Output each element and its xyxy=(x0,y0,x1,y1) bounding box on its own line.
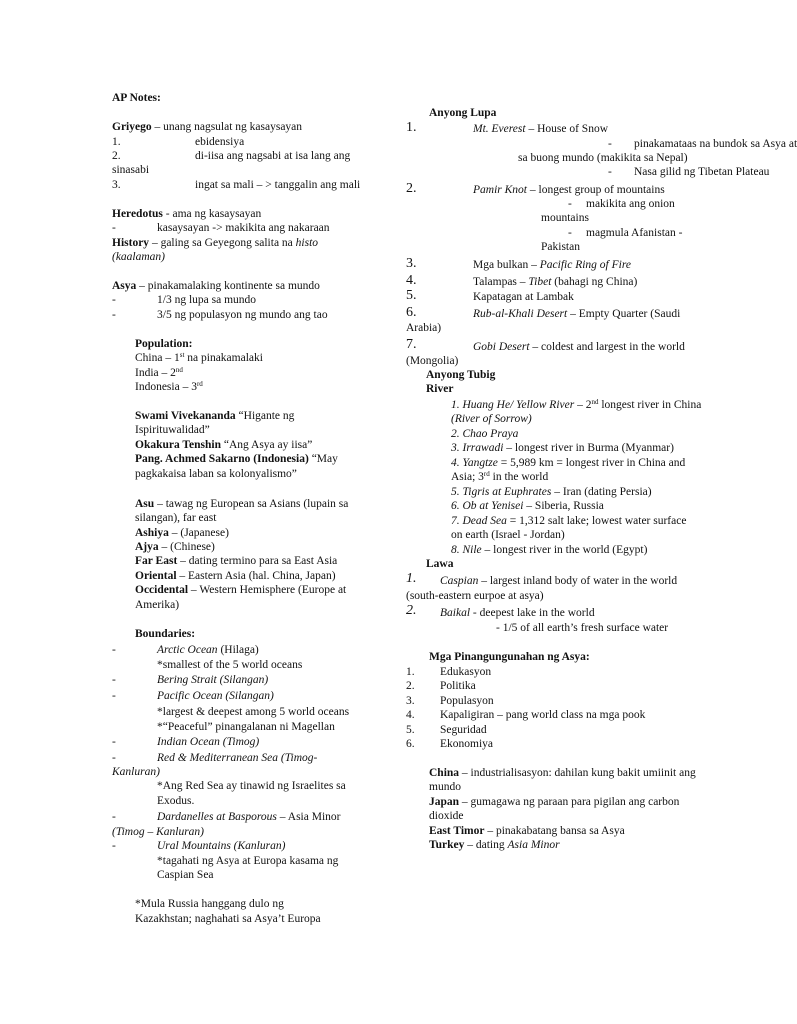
griyego-line: Griyego – unang nagsulat ng kasaysayan xyxy=(112,121,303,133)
river-cont: (River of Sorrow) xyxy=(451,413,532,425)
list-item-text: ebidensiya xyxy=(195,136,245,148)
history-cont: (kaalaman) xyxy=(112,251,166,263)
list-number: 1. xyxy=(406,571,417,586)
boundary-note: *tagahati ng Asya at Europa kasama ng xyxy=(157,855,339,867)
term-line: Ajya – (Chinese) xyxy=(135,541,215,553)
population-heading: Population: xyxy=(135,338,193,350)
bullet-text: 3/5 ng populasyon ng mundo ang tao xyxy=(157,309,328,321)
country-line: Turkey – dating Asia Minor xyxy=(429,839,560,851)
list-item-text: Kapaligiran – pang world class na mga pook xyxy=(440,709,646,721)
river-item: 6. Ob at Yenisei – Siberia, Russia xyxy=(451,500,604,512)
boundary-item: Indian Ocean (Timog) xyxy=(157,736,260,748)
lake-cont: (south-eastern eurpoe at asya) xyxy=(406,590,544,602)
anyong-lupa-heading: Anyong Lupa xyxy=(429,107,497,119)
person-cont: pagkakaisa laban sa kolonyalismo” xyxy=(135,468,297,480)
list-number: 3. xyxy=(406,695,415,707)
bullet-text: kasaysayan -> makikita ang nakaraan xyxy=(157,222,330,234)
lake-item: Baikal - deepest lake in the world xyxy=(440,607,595,619)
river-item: 2. Chao Praya xyxy=(451,428,519,440)
river-item: 3. Irrawadi – longest river in Burma (Myanmar) xyxy=(451,442,674,454)
page-title: AP Notes: xyxy=(112,92,161,104)
boundary-item: Red & Mediterranean Sea (Timog- xyxy=(157,752,318,764)
boundary-note: *Ang Red Sea ay tinawid ng Israelites sa xyxy=(157,780,346,792)
boundaries-heading: Boundaries: xyxy=(135,628,196,640)
landform-item: Mga bulkan – Pacific Ring of Fire xyxy=(473,259,631,271)
sub-dash: - xyxy=(608,138,612,150)
bullet-text: 1/3 ng lupa sa mundo xyxy=(157,294,257,306)
term-line: Far East – dating termino para sa East Asia xyxy=(135,555,338,567)
boundary-note: Exodus. xyxy=(157,795,195,807)
sub-text: Nasa gilid ng Tibetan Plateau xyxy=(634,166,770,178)
population-row: India – 2nd xyxy=(135,366,183,379)
person-cont: Ispirituwalidad” xyxy=(135,424,210,436)
bullet: - xyxy=(112,644,116,656)
list-number: 1. xyxy=(406,666,415,678)
list-item-text: di-iisa ang nagsabi at isa lang ang xyxy=(195,150,351,162)
sub-text: pinakamataas na bundok sa Asya at xyxy=(634,138,797,150)
footnote: Kazakhstan; naghahati sa Asya’t Europa xyxy=(135,913,321,925)
country-line: East Timor – pinakabatang bansa sa Asya xyxy=(429,825,625,837)
bullet: - xyxy=(112,309,116,321)
lake-sub: - 1/5 of all earth’s fresh surface water xyxy=(496,622,669,634)
bullet: - xyxy=(112,736,116,748)
river-item: 5. Tigris at Euphrates – Iran (dating Persia) xyxy=(451,486,652,498)
asya-line: Asya – pinakamalaking kontinente sa mundo xyxy=(112,280,320,292)
landform-item: Gobi Desert – coldest and largest in the world xyxy=(473,341,685,353)
list-item-text: ingat sa mali – > tanggalin ang mali xyxy=(195,179,361,191)
bullet: - xyxy=(112,752,116,764)
boundary-item: Pacific Ocean (Silangan) xyxy=(157,690,274,702)
landform-cont: (Mongolia) xyxy=(406,355,459,367)
landform-item: Mt. Everest – House of Snow xyxy=(473,123,609,135)
list-item-cont: sinasabi xyxy=(112,164,150,176)
sub-text: magmula Afanistan - xyxy=(586,227,683,239)
sub-cont: mountains xyxy=(541,212,589,224)
boundary-cont: Kanluran) xyxy=(112,766,160,778)
landform-item: Kapatagan at Lambak xyxy=(473,291,574,303)
river-item: 8. Nile – longest river in the world (Egypt) xyxy=(451,544,648,556)
list-number: 5. xyxy=(406,288,417,303)
country-cont: mundo xyxy=(429,781,461,793)
sub-dash: - xyxy=(568,227,572,239)
list-number: 6. xyxy=(406,305,417,320)
country-line: Japan – gumagawa ng paraan para pigilan ang carbon xyxy=(429,796,680,808)
sub-cont: sa buong mundo (makikita sa Nepal) xyxy=(518,152,688,164)
bullet: - xyxy=(112,690,116,702)
boundary-item: Bering Strait (Silangan) xyxy=(157,674,269,686)
country-line: China – industrialisasyon: dahilan kung bakit umiinit ang xyxy=(429,767,696,779)
boundary-note: Caspian Sea xyxy=(157,869,214,881)
lawa-heading: Lawa xyxy=(426,558,454,570)
list-item-text: Politika xyxy=(440,680,476,692)
term-line: Asu – tawag ng European sa Asians (lupain sa xyxy=(135,498,349,510)
lake-item: Caspian – largest inland body of water in the world xyxy=(440,575,678,587)
river-item: 4. Yangtze = 5,989 km = longest river in China and xyxy=(451,457,686,469)
landform-item: Pamir Knot – longest group of mountains xyxy=(473,184,665,196)
anyong-tubig-heading: Anyong Tubig xyxy=(426,369,496,381)
list-number: 3. xyxy=(406,256,417,271)
population-row: China – 1st na pinakamalaki xyxy=(135,351,263,364)
landform-cont: Arabia) xyxy=(406,322,442,334)
list-number: 5. xyxy=(406,724,415,736)
river-cont: Asia; 3rd in the world xyxy=(451,470,549,483)
river-cont: on earth (Israel - Jordan) xyxy=(451,529,565,541)
list-item-text: Ekonomiya xyxy=(440,738,494,750)
list-number: 6. xyxy=(406,738,415,750)
list-item-text: Seguridad xyxy=(440,724,487,736)
list-item-text: Populasyon xyxy=(440,695,494,707)
term-cont: Amerika) xyxy=(135,599,180,611)
term-line: Oriental – Eastern Asia (hal. China, Japan) xyxy=(135,570,336,582)
river-heading: River xyxy=(426,383,454,395)
sub-dash: - xyxy=(568,198,572,210)
term-cont: silangan), far east xyxy=(135,512,217,524)
boundary-item: Ural Mountains (Kanluran) xyxy=(157,840,286,852)
sub-cont: Pakistan xyxy=(541,241,580,253)
bullet: - xyxy=(112,294,116,306)
population-row: Indonesia – 3rd xyxy=(135,380,203,393)
list-number: 1. xyxy=(406,120,417,135)
river-item: 7. Dead Sea = 1,312 salt lake; lowest water surface xyxy=(451,515,687,527)
country-cont: dioxide xyxy=(429,810,464,822)
term-line: Occidental – Western Hemisphere (Europe at xyxy=(135,584,347,596)
boundary-note: *smallest of the 5 world oceans xyxy=(157,659,303,671)
boundary-item: Arctic Ocean (Hilaga) xyxy=(157,644,259,656)
footnote: *Mula Russia hanggang dulo ng xyxy=(135,898,284,910)
landform-item: Talampas – Tibet (bahagi ng China) xyxy=(473,276,638,288)
river-item: 1. Huang He/ Yellow River – 2nd longest river in China xyxy=(451,398,702,411)
bullet: - xyxy=(112,811,116,823)
list-number: 2. xyxy=(406,603,417,618)
sub-dash: - xyxy=(608,166,612,178)
person-line: Pang. Achmed Sakarno (Indonesia) “May xyxy=(135,453,338,465)
term-line: Ashiya – (Japanese) xyxy=(135,527,229,539)
list-item-text: Edukasyon xyxy=(440,666,492,678)
list-item: 3. xyxy=(112,179,121,191)
list-item: 2. xyxy=(112,150,121,162)
list-number: 2. xyxy=(406,181,417,196)
list-number: 2. xyxy=(406,680,415,692)
sub-text: makikita ang onion xyxy=(586,198,675,210)
person-line: Okakura Tenshin “Ang Asya ay iisa” xyxy=(135,439,313,451)
person-line: Swami Vivekananda “Higante ng xyxy=(135,410,295,422)
boundary-item: Dardanelles at Basporous – Asia Minor xyxy=(157,811,341,823)
boundary-cont: (Timog – Kanluran) xyxy=(112,826,205,838)
landform-item: Rub-al-Khali Desert – Empty Quarter (Saudi xyxy=(473,308,681,320)
bullet: - xyxy=(112,674,116,686)
boundary-note: *“Peaceful” pinangalanan ni Magellan xyxy=(157,721,335,733)
pinangungunahan-heading: Mga Pinangungunahan ng Asya: xyxy=(429,651,590,663)
history-line: History – galing sa Geyegong salita na histo xyxy=(112,237,319,249)
boundary-note: *largest & deepest among 5 world oceans xyxy=(157,706,350,718)
list-number: 4. xyxy=(406,273,417,288)
list-number: 7. xyxy=(406,337,417,352)
list-item: 1. xyxy=(112,136,121,148)
bullet: - xyxy=(112,840,116,852)
list-number: 4. xyxy=(406,709,415,721)
herodotus-line: Heredotus - ama ng kasaysayan xyxy=(112,208,262,220)
bullet: - xyxy=(112,222,116,234)
